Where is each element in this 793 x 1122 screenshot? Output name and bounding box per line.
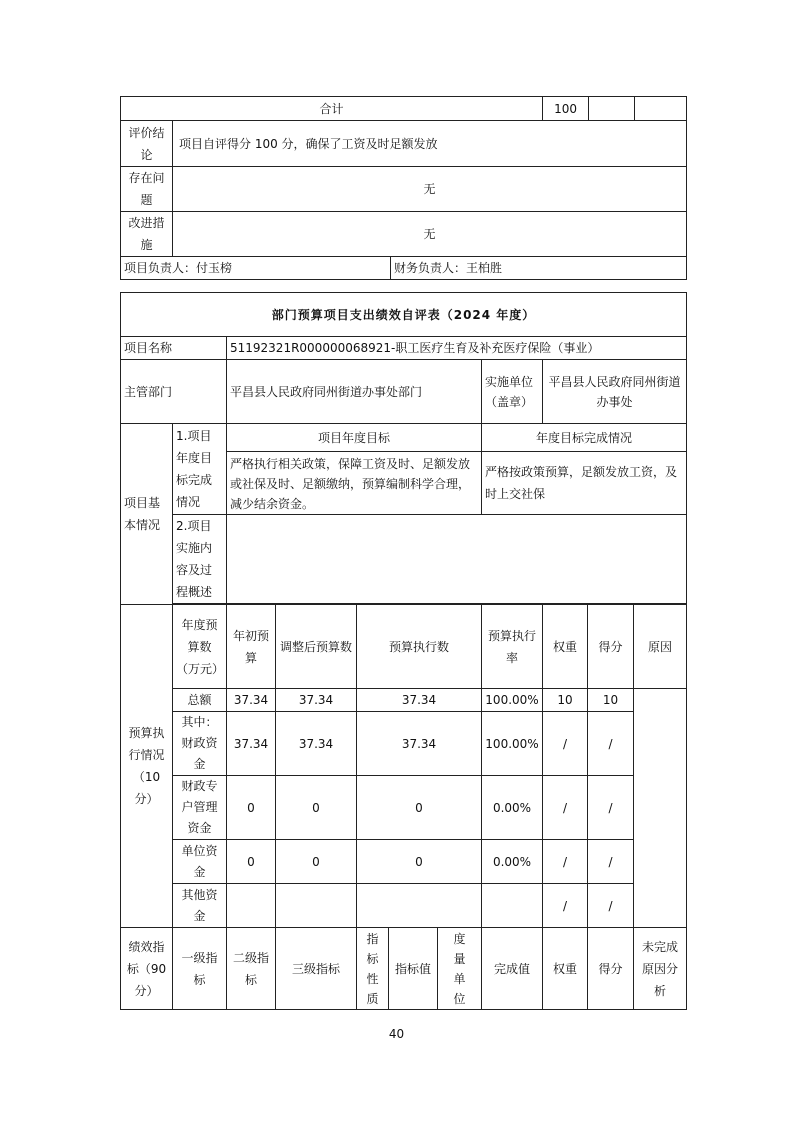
conclusion-text: 项目自评得分 100 分，确保了工资及时足额发放: [173, 121, 687, 167]
goal-completion-text: 严格按政策预算，足额发放工资，及时上交社保: [482, 452, 687, 515]
budget-weight: /: [543, 840, 588, 884]
budget-adjusted: 37.34: [276, 689, 357, 712]
perf-header-reason: 未完成原因分析: [634, 928, 687, 1010]
perf-header-level2: 二级指标: [227, 928, 276, 1010]
budget-header-executed: 预算执行数: [357, 605, 482, 689]
budget-rate: 0.00%: [482, 776, 543, 840]
budget-initial: 0: [227, 776, 276, 840]
budget-executed: 37.34: [357, 689, 482, 712]
budget-score: /: [588, 712, 634, 776]
project-name-value: 51192321R000000068921-职工医疗生育及补充医疗保险（事业）: [227, 337, 687, 360]
budget-adjusted: 0: [276, 776, 357, 840]
budget-row: [121, 884, 687, 928]
budget-weight: /: [543, 776, 588, 840]
perf-header-weight: 权重: [543, 928, 588, 1010]
improve-text: 无: [173, 212, 687, 257]
problems-label: 存在问题: [121, 167, 173, 212]
budget-executed: 37.34: [357, 712, 482, 776]
perf-header-unit: 度量单位: [438, 928, 482, 1010]
budget-adjusted: [276, 884, 357, 928]
perf-header-level1: 一级指标: [173, 928, 227, 1010]
dept-label: 主管部门: [121, 360, 227, 424]
budget-header-annual: 年度预算数（万元）: [173, 605, 227, 689]
budget-row-label: 财政专户管理资金: [173, 776, 227, 840]
improve-label: 改进措施: [121, 212, 173, 257]
annual-goal-header: 项目年度目标: [227, 424, 482, 452]
budget-header-score: 得分: [588, 605, 634, 689]
budget-header-adjusted: 调整后预算数: [276, 605, 357, 689]
budget-rate: 100.00%: [482, 689, 543, 712]
previous-table-tail: [120, 96, 687, 280]
budget-row: [121, 689, 687, 712]
budget-executed: [357, 884, 482, 928]
page-number: 40: [388, 1027, 405, 1041]
budget-row-label: 其他资金: [173, 884, 227, 928]
goal-completion-header: 年度目标完成情况: [482, 424, 687, 452]
budget-score: /: [588, 776, 634, 840]
budget-weight: /: [543, 712, 588, 776]
budget-row: [121, 840, 687, 884]
perf-section-label: 绩效指标（90分）: [121, 928, 173, 1010]
perf-header-actual: 完成值: [482, 928, 543, 1010]
budget-score: /: [588, 840, 634, 884]
budget-adjusted: 0: [276, 840, 357, 884]
budget-initial: 0: [227, 840, 276, 884]
budget-executed: 0: [357, 776, 482, 840]
budget-weight: 10: [543, 689, 588, 712]
budget-section-label: 预算执行情况（10分）: [121, 605, 173, 928]
annual-goal-text: 严格执行相关政策，保障工资及时、足额发放或社保及时、足额缴纳，预算编制科学合理，减少结余资金。: [227, 452, 482, 515]
budget-rate: [482, 884, 543, 928]
project-leader: 项目负责人：付玉榜: [121, 257, 391, 280]
budget-rate: 100.00%: [482, 712, 543, 776]
impl-content-text: [227, 515, 687, 604]
finance-leader: 财务负责人：王柏胜: [391, 257, 687, 280]
budget-reason: [634, 689, 687, 928]
budget-initial: 37.34: [227, 712, 276, 776]
total-label: 合计: [121, 97, 543, 121]
budget-row-label: 单位资金: [173, 840, 227, 884]
perf-header-target: 指标值: [389, 928, 438, 1010]
perf-header-nature: 指标性质: [357, 928, 389, 1010]
budget-row-label: 其中：财政资金: [173, 712, 227, 776]
conclusion-label: 评价结论: [121, 121, 173, 167]
budget-adjusted: 37.34: [276, 712, 357, 776]
budget-row: [121, 776, 687, 840]
budget-rate: 0.00%: [482, 840, 543, 884]
impl-unit-label: 实施单位（盖章）: [482, 360, 543, 424]
budget-row: [121, 712, 687, 776]
budget-weight: /: [543, 884, 588, 928]
form-title: 部门预算项目支出绩效自评表（2024 年度）: [121, 293, 687, 337]
perf-header-score: 得分: [588, 928, 634, 1010]
budget-score: /: [588, 884, 634, 928]
budget-header-rate: 预算执行率: [482, 605, 543, 689]
budget-executed: 0: [357, 840, 482, 884]
basic-info-label: 项目基本情况: [121, 424, 173, 605]
perf-header-level3: 三级指标: [276, 928, 357, 1010]
total-weight: 100: [543, 97, 589, 121]
budget-header-initial: 年初预算: [227, 605, 276, 689]
budget-header-reason: 原因: [634, 605, 687, 689]
impl-content-label: 2.项目实施内容及过程概述: [173, 515, 227, 604]
budget-header-weight: 权重: [543, 605, 588, 689]
impl-unit-value: 平昌县人民政府同州街道办事处: [543, 360, 687, 424]
budget-score: 10: [588, 689, 634, 712]
budget-row-label: 总额: [173, 689, 227, 712]
goal-label: 1.项目年度目标完成情况: [173, 424, 227, 515]
project-name-label: 项目名称: [121, 337, 227, 360]
total-score: [589, 97, 635, 121]
budget-initial: [227, 884, 276, 928]
problems-text: 无: [173, 167, 687, 212]
evaluation-form: [120, 292, 687, 1010]
total-extra: [635, 97, 687, 121]
dept-value: 平昌县人民政府同州街道办事处部门: [227, 360, 482, 424]
budget-initial: 37.34: [227, 689, 276, 712]
